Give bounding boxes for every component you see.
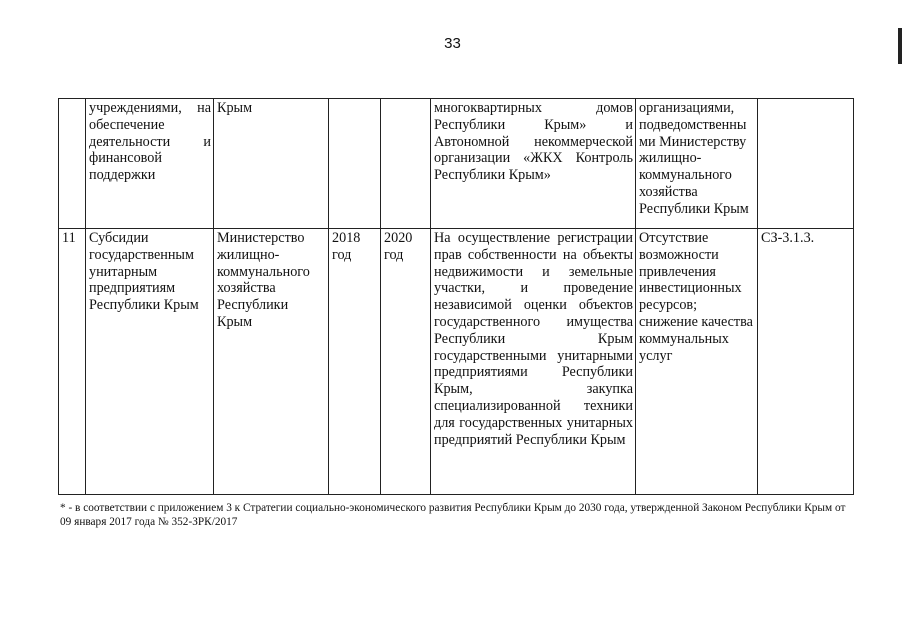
cell-ref: СЗ-3.1.3. <box>758 229 854 495</box>
cell-ref <box>758 99 854 229</box>
cell-name: Субсидии государственным унитарным предприятиям Республики Крым <box>86 229 214 495</box>
measures-table <box>58 98 854 495</box>
cell-num <box>59 99 86 229</box>
cell-direction: На осуществление регистрации прав собственности на объекты недвижимости и земельные участки, и проведение независимой оценки объектов государственного имущества Республики Крым государственными унитарными предприятиями Республики Крым, закупка специализированной техники для государственных унитарных предприятий Республики Крым <box>431 229 636 495</box>
scan-edge-mark <box>898 28 902 64</box>
cell-executor: Крым <box>214 99 329 229</box>
page-number: 33 <box>444 35 461 52</box>
cell-executor: Министерство жилищно-коммунального хозяйства Республики Крым <box>214 229 329 495</box>
table-row <box>59 99 854 229</box>
table-row <box>59 229 854 495</box>
cell-risks: Отсутствие возможности привлечения инвестиционных ресурсов; снижение качества коммунальных услуг <box>636 229 758 495</box>
footnote: * - в соответствии с приложением 3 к Стратегии социально-экономического развития Республики Крым до 2030 года, утвержденной Законом Республики Крым от 09 января 2017 года № 352-ЗРК/2017 <box>60 502 846 528</box>
cell-end <box>381 99 431 229</box>
cell-name: учреждениями, на обеспечение деятельности и финансовой поддержки <box>86 99 214 229</box>
cell-start: 2018 год <box>329 229 381 495</box>
cell-direction: многоквартирных домов Республики Крым» и Автономной некоммерческой организации «ЖКХ Контроль Республики Крым» <box>431 99 636 229</box>
cell-start <box>329 99 381 229</box>
cell-end: 2020 год <box>381 229 431 495</box>
cell-num: 11 <box>59 229 86 495</box>
cell-risks: организациями, подведомственными Министерству жилищно-коммунального хозяйства Республики Крым <box>636 99 758 229</box>
